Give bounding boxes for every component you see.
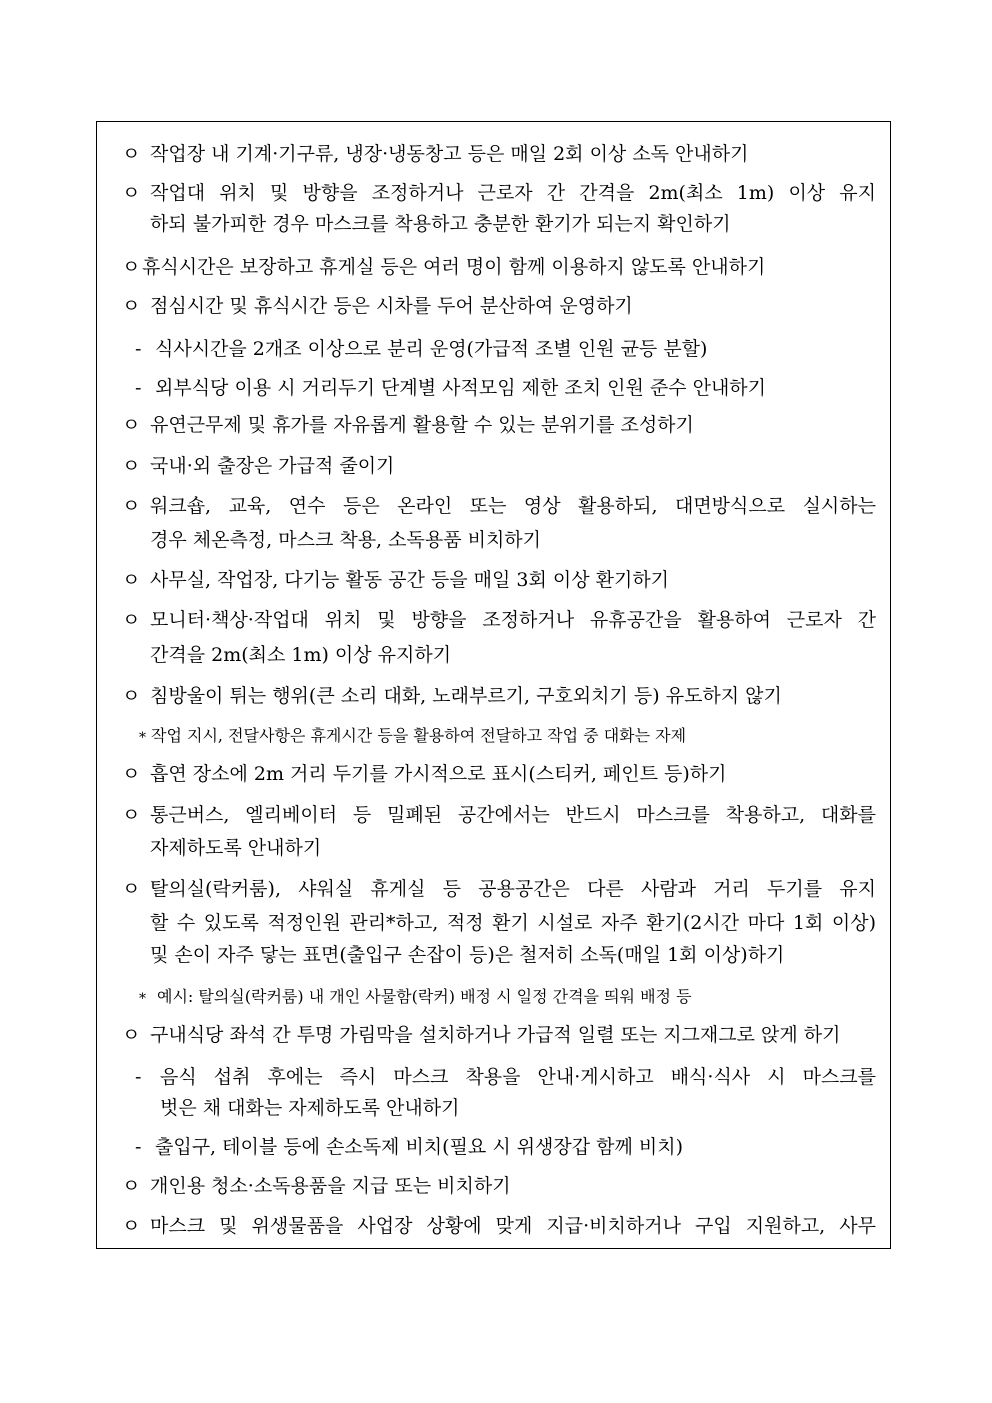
line-text: 간격을 2m(최소 1m) 이상 유지하기 xyxy=(150,644,452,666)
text-line xyxy=(0,1174,992,1200)
line-text: 경우 체온측정, 마스크 착용, 소독용품 비치하기 xyxy=(150,529,542,551)
line-text: 및 손이 자주 닿는 표면(출입구 손잡이 등)은 철저히 소독(매일 1회 이상)하기 xyxy=(150,944,785,966)
text-line xyxy=(0,528,992,554)
text-line xyxy=(0,803,992,829)
text-line xyxy=(0,1214,992,1240)
line-text: 하되 불가피한 경우 마스크를 착용하고 충분한 환기가 되는지 확인하기 xyxy=(150,213,731,235)
line-text: 점심시간 및 휴식시간 등은 시차를 두어 분산하여 운영하기 xyxy=(150,295,633,317)
note-marker: * xyxy=(139,991,146,1007)
text-line xyxy=(0,1023,992,1049)
bullet-marker: ㅇ xyxy=(122,609,141,631)
text-line xyxy=(0,836,992,862)
line-text: 할 수 있도록 적정인원 관리*하고, 적정 환기 시설로 자주 환기(2시간 마다 1회 이상) xyxy=(150,912,876,934)
line-text: 작업 지시, 전달사항은 휴게시간 등을 활용하여 전달하고 작업 중 대화는 자제 xyxy=(151,726,687,745)
text-line xyxy=(0,1096,992,1122)
bullet-marker: ㅇ xyxy=(122,1215,141,1237)
dash-marker: - xyxy=(135,338,142,360)
line-text: 출입구, 테이블 등에 손소독제 비치(필요 시 위생장갑 함께 비치) xyxy=(155,1136,684,1158)
text-line xyxy=(0,911,992,937)
line-text: 모니터·책상·작업대 위치 및 방향을 조정하거나 유휴공간을 활용하여 근로자 간 xyxy=(150,609,876,631)
bullet-marker: ㅇ xyxy=(122,143,141,165)
dash-marker: - xyxy=(135,377,142,399)
dash-marker: - xyxy=(135,1136,142,1158)
text-line xyxy=(0,724,992,750)
line-text: 통근버스, 엘리베이터 등 밀폐된 공간에서는 반드시 마스크를 착용하고, 대화를 xyxy=(150,804,876,826)
text-line xyxy=(0,684,992,710)
text-line xyxy=(0,494,992,520)
line-text: 침방울이 튀는 행위(큰 소리 대화, 노래부르기, 구호외치기 등) 유도하지 않기 xyxy=(150,685,782,707)
line-text: 휴식시간은 보장하고 휴게실 등은 여러 명이 함께 이용하지 않도록 안내하기 xyxy=(142,256,766,278)
text-line xyxy=(0,1065,992,1091)
text-line xyxy=(0,376,992,402)
line-text: 예시: 탈의실(락커룸) 내 개인 사물함(락커) 배정 시 일정 간격을 띄워 배정 등 xyxy=(157,987,692,1006)
line-text: 벗은 채 대화는 자제하도록 안내하기 xyxy=(160,1097,460,1119)
bullet-marker: ㅇ xyxy=(122,1175,141,1197)
text-line xyxy=(0,294,992,320)
line-text: 작업대 위치 및 방향을 조정하거나 근로자 간 간격을 2m(최소 1m) 이상 유지 xyxy=(150,182,876,204)
dash-marker: - xyxy=(135,1066,142,1088)
line-text: 사무실, 작업장, 다기능 활동 공간 등을 매일 3회 이상 환기하기 xyxy=(150,569,670,591)
text-line xyxy=(0,943,992,969)
text-line xyxy=(0,454,992,480)
bullet-marker: ㅇ xyxy=(122,878,141,900)
bullet-marker: ㅇ xyxy=(122,1024,141,1046)
line-text: 마스크 및 위생물품을 사업장 상황에 맞게 지급·비치하거나 구입 지원하고, 사무 xyxy=(150,1215,876,1237)
bullet-marker: ㅇ xyxy=(122,455,141,477)
bullet-marker: ㅇ xyxy=(122,569,141,591)
line-text: 흡연 장소에 2m 거리 두기를 가시적으로 표시(스티커, 페인트 등)하기 xyxy=(150,763,727,785)
line-text: 외부식당 이용 시 거리두기 단계별 사적모임 제한 조치 인원 준수 안내하기 xyxy=(155,377,767,399)
text-line xyxy=(0,142,992,168)
line-text: 워크숍, 교육, 연수 등은 온라인 또는 영상 활용하되, 대면방식으로 실시하는 xyxy=(150,495,876,517)
bullet-marker: ㅇ xyxy=(122,495,141,517)
text-line xyxy=(0,337,992,363)
line-text: 개인용 청소·소독용품을 지급 또는 비치하기 xyxy=(150,1175,511,1197)
bullet-marker: ㅇ xyxy=(122,182,141,204)
bullet-marker: ㅇ xyxy=(122,763,141,785)
note-marker: * xyxy=(139,730,146,746)
text-line xyxy=(0,877,992,903)
text-line xyxy=(0,985,992,1011)
text-line xyxy=(0,608,992,634)
bullet-marker: ㅇ xyxy=(122,414,141,436)
line-text: 자제하도록 안내하기 xyxy=(150,837,322,859)
bullet-marker: ㅇ xyxy=(122,804,141,826)
text-line xyxy=(0,568,992,594)
text-line xyxy=(0,413,992,439)
text-line xyxy=(0,762,992,788)
line-text: 음식 섭취 후에는 즉시 마스크 착용을 안내·게시하고 배식·식사 시 마스크를 xyxy=(160,1066,876,1088)
line-text: 구내식당 좌석 간 투명 가림막을 설치하거나 가급적 일렬 또는 지그재그로 앉게 하기 xyxy=(150,1024,841,1046)
line-text: 식사시간을 2개조 이상으로 분리 운영(가급적 조별 인원 균등 분할) xyxy=(155,338,708,360)
text-line xyxy=(0,643,992,669)
text-line xyxy=(0,1135,992,1161)
line-text: 탈의실(락커룸), 샤워실 휴게실 등 공용공간은 다른 사람과 거리 두기를 유지 xyxy=(150,878,876,900)
text-line xyxy=(0,212,992,238)
line-text: 유연근무제 및 휴가를 자유롭게 활용할 수 있는 분위기를 조성하기 xyxy=(150,414,694,436)
text-line xyxy=(0,255,992,281)
line-text: 작업장 내 기계·기구류, 냉장·냉동창고 등은 매일 2회 이상 소독 안내하기 xyxy=(150,143,749,165)
bullet-marker: ㅇ xyxy=(122,685,141,707)
text-line xyxy=(0,181,992,207)
line-text: 국내·외 출장은 가급적 줄이기 xyxy=(150,455,395,477)
bullet-marker: ㅇ xyxy=(122,295,141,317)
bullet-marker: ㅇ xyxy=(122,256,141,278)
